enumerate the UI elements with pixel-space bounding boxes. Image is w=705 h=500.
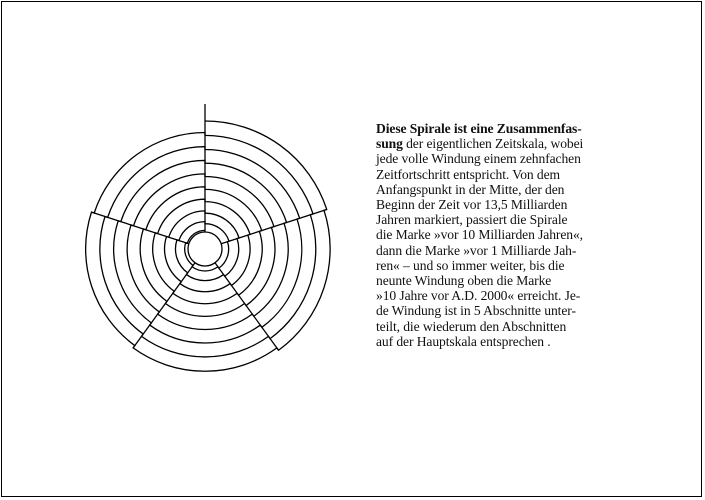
- caption-line-text: ren« – und so immer weiter, bis die: [376, 257, 565, 273]
- caption-text: [376, 121, 624, 349]
- caption-line: [376, 167, 624, 182]
- caption-line: [376, 288, 624, 303]
- caption-line: [376, 303, 624, 318]
- caption-line-text: teilt, die wiederum den Abschnitten: [376, 318, 567, 334]
- caption-line-text: de Windung ist in 5 Abschnitte unter-: [376, 303, 576, 319]
- caption-line-text: neunte Windung oben die Marke: [376, 273, 552, 289]
- caption-line: [376, 243, 624, 258]
- caption-line-text: auf der Hauptskala entsprechen .: [376, 333, 551, 349]
- caption-line: [376, 151, 624, 166]
- caption-bold-text: sung: [376, 136, 403, 152]
- caption-line: [376, 258, 624, 273]
- caption-line: [376, 121, 624, 136]
- caption-line-text: die Marke »vor 10 Milliarden Jahren«,: [376, 227, 583, 243]
- caption-line: [376, 212, 624, 227]
- caption-line-text: dann die Marke »vor 1 Milliarde Jah-: [376, 242, 577, 258]
- caption-bold-text: Diese Spirale ist eine Zusammenfas-: [376, 121, 582, 136]
- caption-line-text: Beginn der Zeit vor 13,5 Milliarden: [376, 197, 568, 213]
- caption-line: [376, 334, 624, 349]
- caption-line-text: jede volle Windung einem zehnfachen: [376, 151, 581, 167]
- spiral-divider: [91, 212, 188, 244]
- spiral-path: [86, 121, 330, 371]
- caption-line: [376, 197, 624, 212]
- caption-line-text: der eigentlichen Zeitskala, wobei: [402, 136, 584, 152]
- caption-line: [376, 319, 624, 334]
- spiral-diagram: [60, 104, 350, 394]
- caption-line-text: Zeitfortschritt entspricht. Von dem: [376, 166, 561, 182]
- spiral-center-circle: [188, 232, 222, 266]
- spiral-divider: [133, 263, 195, 348]
- caption-line-text: »10 Jahre vor A.D. 2000« erreicht. Je-: [376, 288, 581, 304]
- caption-line-text: Anfangspunkt in der Mitte, der den: [376, 181, 565, 197]
- caption-line: [376, 136, 624, 151]
- caption-line: [376, 273, 624, 288]
- caption-line: [376, 182, 624, 197]
- caption-line: [376, 227, 624, 242]
- caption-line-text: Jahren markiert, passiert die Spirale: [376, 212, 568, 228]
